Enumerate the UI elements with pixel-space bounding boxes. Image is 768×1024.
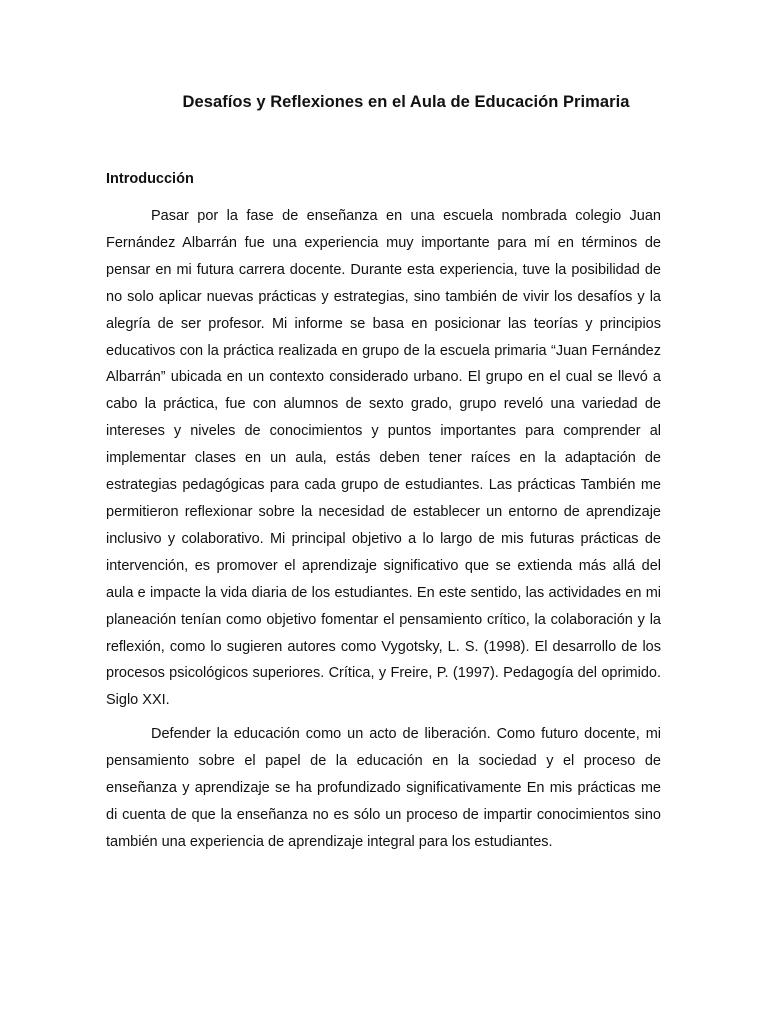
section-heading-introduccion: Introducción (106, 171, 194, 187)
body-paragraph-2: Defender la educación como un acto de liberación. Como futuro docente, mi pensamiento sobre el papel de la educación en la sociedad y el proceso de enseñanza y aprendizaje se ha profundizado significativamente En mis prácticas me di cuenta de que la enseñanza no es sólo un proceso de impartir conocimientos sino también una experiencia de aprendizaje integral para los estudiantes. (106, 726, 661, 850)
body-paragraph-1: Pasar por la fase de enseñanza en una escuela nombrada colegio Juan Fernández Albarrán fue una experiencia muy importante para mí en términos de pensar en mi futura carrera docente. Durante esta experiencia, tuve la posibilidad de no solo aplicar nuevas prácticas y estrategias, sino también de vivir los desafíos y la alegría de ser profesor. Mi informe se basa en posicionar las teorías y principios educativos con la práctica realizada en grupo de la escuela primaria “Juan Fernández Albarrán” ubicada en un contexto considerado urbano. El grupo en el cual se llevó a cabo la práctica, fue con alumnos de sexto grado, grupo reveló una variedad de intereses y niveles de conocimientos y puntos importantes para comprender al implementar clases en un aula, estás deben tener raíces en la adaptación de estrategias pedagógicas para cada grupo de estudiantes. Las prácticas También me permitieron reflexionar sobre la necesidad de establecer un entorno de aprendizaje inclusivo y colaborativo. Mi principal objetivo a lo largo de mis futuras prácticas de intervención, es promover el aprendizaje significativo que se extienda más allá del aula e impacte la vida diaria de los estudiantes. En este sentido, las actividades en mi planeación tenían como objetivo fomentar el pensamiento crítico, la colaboración y la reflexión, como lo sugieren autores como Vygotsky, L. S. (1998). El desarrollo de los procesos psicológicos superiores. Crítica, y Freire, P. (1997). Pedagogía del oprimido. Siglo XXI. (106, 208, 661, 709)
document-title: Desafíos y Reflexiones en el Aula de Educación Primaria (182, 93, 630, 111)
